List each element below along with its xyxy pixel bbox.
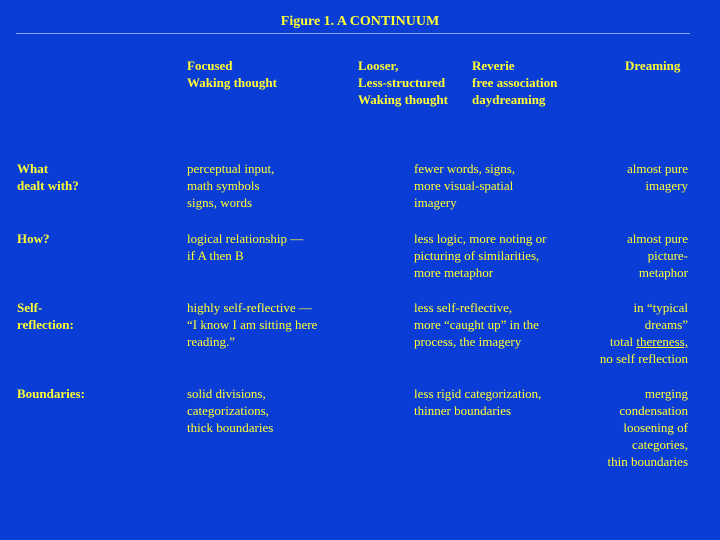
cell-self-dreaming-line2: dreams” [644, 317, 688, 332]
cell-self-dreaming [528, 299, 688, 367]
cell-what-focused: perceptual input, math symbols signs, words [187, 161, 275, 210]
cell-self-dreaming-line3 [528, 333, 688, 350]
row-label-boundaries: Boundaries: [17, 386, 85, 401]
title-divider [16, 33, 690, 34]
column-header-looser: Looser, Less-structured Waking thought [358, 58, 448, 107]
column-header-dreaming: Dreaming [625, 58, 681, 73]
cell-how-looser: less logic, more noting or picturing of similarities, more metaphor [414, 231, 547, 280]
cell-boundaries-looser: less rigid categorization, thinner boundaries [414, 386, 542, 418]
row-label-what-dealt-with: What dealt with? [17, 161, 79, 193]
cell-self-dreaming-line1: in “typical [633, 300, 688, 315]
row-label-how: How? [17, 231, 50, 246]
column-header-reverie: Reverie free association daydreaming [472, 58, 558, 107]
cell-boundaries-dreaming: merging condensation loosening of categories, thin boundaries [607, 386, 688, 469]
row-label-self-reflection: Self- reflection: [17, 300, 74, 332]
cell-how-focused: logical relationship — if A then B [187, 231, 304, 263]
column-header-focused: Focused Waking thought [187, 58, 277, 90]
cell-what-looser: fewer words, signs, more visual-spatial imagery [414, 161, 516, 210]
cell-self-looser: less self-reflective, more “caught up” in the process, the imagery [414, 300, 539, 349]
cell-how-dreaming: almost pure picture- metaphor [626, 231, 688, 280]
cell-self-dreaming-line4: no self reflection [599, 351, 688, 366]
cell-self-dreaming-line3-underlined: thereness, [636, 334, 688, 349]
cell-self-focused: highly self-reflective — “I know I am sitting here reading.” [187, 300, 318, 349]
cell-boundaries-focused: solid divisions, categorizations, thick boundaries [187, 386, 274, 435]
cell-self-dreaming-line3-pre: total [610, 334, 637, 349]
cell-what-dreaming: almost pure imagery [626, 161, 688, 193]
figure-title: Figure 1. A CONTINUUM [280, 14, 440, 29]
